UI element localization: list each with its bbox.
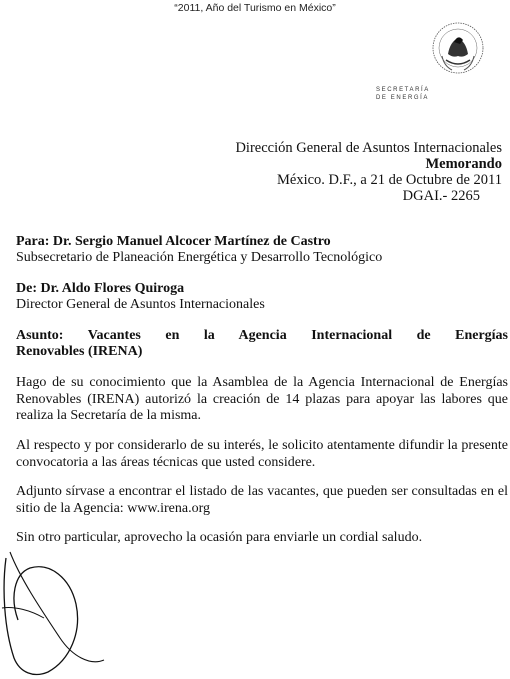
coat-of-arms-seal-icon (430, 20, 486, 80)
office-name: Dirección General de Asuntos Internacionales (235, 140, 502, 156)
body-paragraph-2: Al respecto y por considerarlo de su interés, le solicito atentamente difundir la presente convocatoria a las áreas técnicas que usted considere. (16, 438, 508, 470)
handwritten-signature (0, 548, 120, 679)
body-paragraph-4: Sin otro particular, aprovecho la ocasión para enviarle un cordial saludo. (16, 530, 423, 545)
subject-block (16, 328, 508, 360)
subject-line-1: Asunto: Vacantes en la Agencia Internacional de Energías (16, 328, 508, 343)
reference-number: DGAI.- 2265 (402, 188, 480, 204)
sender-line: De: Dr. Aldo Flores Quiroga (16, 281, 185, 296)
recipient-role: Subsecretario de Planeación Energética y Desarrollo Tecnológico (16, 250, 383, 265)
recipient-line: Para: Dr. Sergio Manuel Alcocer Martínez de Castro (16, 234, 331, 249)
subject-line-2: Renovables (IRENA) (16, 344, 143, 359)
recipient-block (16, 234, 508, 266)
memo-type: Memorando (425, 156, 502, 172)
body-paragraph-1: Hago de su conocimiento que la Asamblea de la Agencia Internacional de Energías Renovables (IRENA) autorizó la creación de 14 plazas para apoyar las labores que realiza la Secretaría de la misma. (16, 375, 508, 423)
department-line-2: DE ENERGÍA (376, 95, 430, 101)
place-date: México. D.F., a 21 de Octubre de 2011 (276, 172, 502, 188)
body-paragraph-3: Adjunto sírvase a encontrar el listado de las vacantes, que pueden ser consultadas en el sitio de la Agencia: www.irena.org (16, 484, 508, 516)
sender-role: Director General de Asuntos Internacionales (16, 297, 265, 312)
sender-block (16, 281, 508, 313)
department-line-1: SECRETARÍA (376, 87, 430, 93)
header-motto: “2011, Año del Turismo en México” (174, 2, 336, 14)
department-label (376, 86, 436, 102)
